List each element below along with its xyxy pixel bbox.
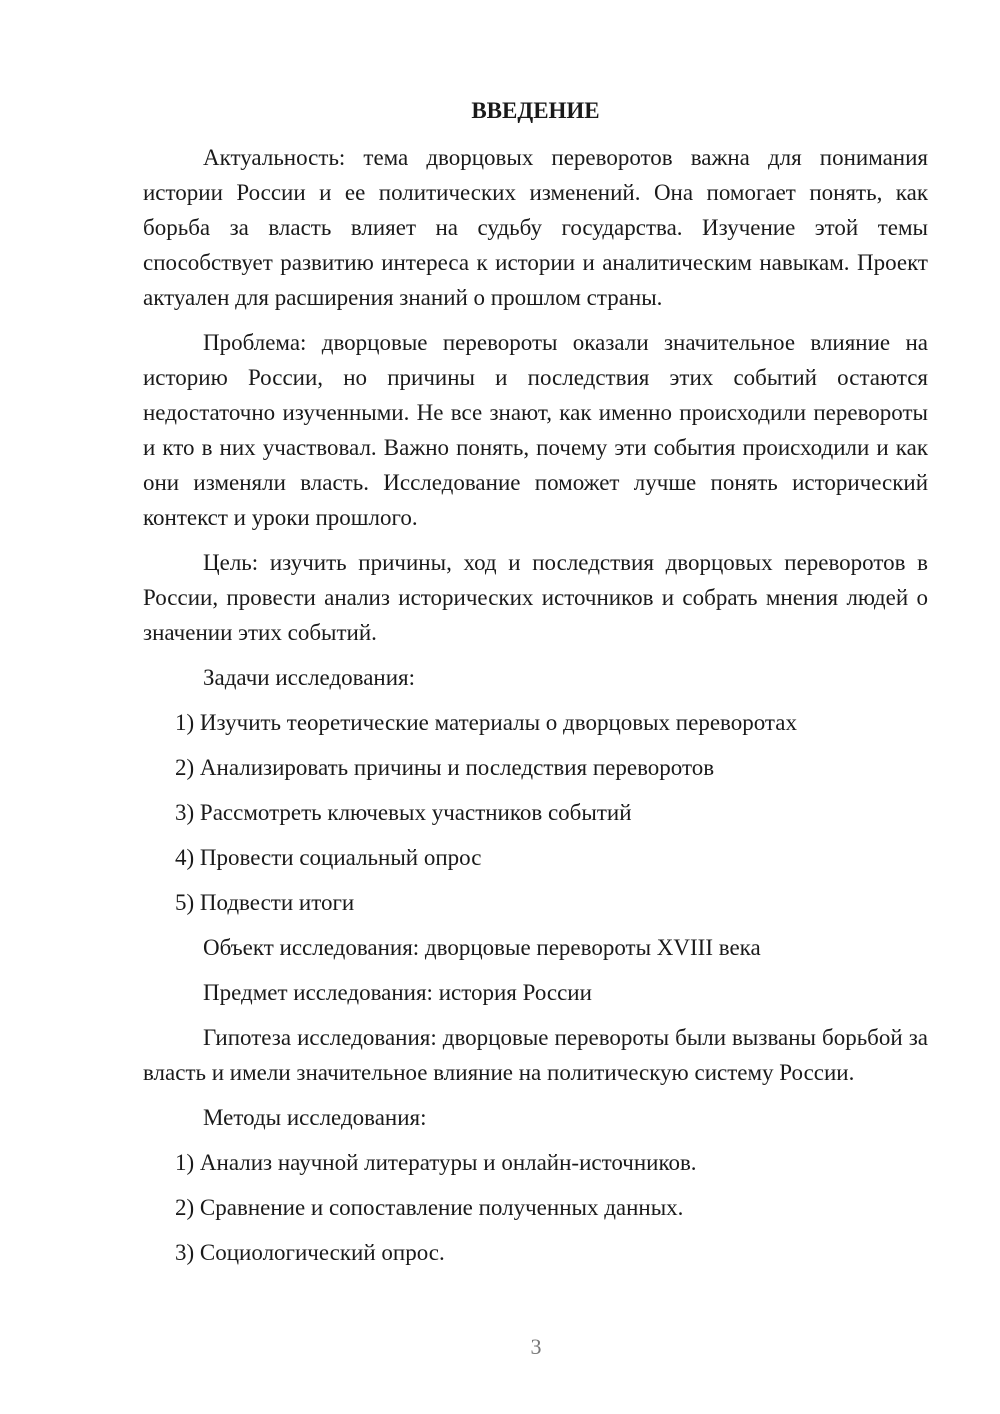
methods-heading: Методы исследования: [203,1105,427,1130]
hypothesis-paragraph: Гипотеза исследования: дворцовые перевороты были вызваны борьбой за власть и имели значительное влияние на политическую систему России. [143,1025,928,1085]
task-item: 4) Провести социальный опрос [175,845,482,870]
task-item: 1) Изучить теоретические материалы о дворцовых переворотах [175,710,797,735]
task-item: 2) Анализировать причины и последствия переворотов [175,755,715,780]
method-item: 1) Анализ научной литературы и онлайн-источников. [175,1150,697,1175]
subject-line: Предмет исследования: история России [203,980,592,1005]
task-item: 3) Рассмотреть ключевых участников событий [175,800,632,825]
goal-paragraph: Цель: изучить причины, ход и последствия дворцовых переворотов в России, провести анализ исторических источников и собрать мнения людей о значении этих событий. [143,550,928,645]
relevance-paragraph: Актуальность: тема дворцовых переворотов важна для понимания истории России и ее политических изменений. Она помогает понять, как борьба за власть влияет на судьбу государства. Изучение этой темы способствует развитию интереса к истории и аналитическим навыкам. Проект актуален для расширения знаний о прошлом страны. [143,145,928,310]
method-item: 2) Сравнение и сопоставление полученных данных. [175,1195,684,1220]
document-page [143,96,928,1280]
task-item: 5) Подвести итоги [175,890,355,915]
method-item: 3) Социологический опрос. [175,1240,445,1265]
page-number: 3 [530,1334,542,1359]
object-line: Объект исследования: дворцовые перевороты XVIII века [203,935,761,960]
section-title: ВВЕДЕНИЕ [471,98,600,123]
problem-paragraph: Проблема: дворцовые перевороты оказали значительное влияние на историю России, но причины и последствия этих событий остаются недостаточно изученными. Не все знают, как именно происходили перевороты и кто в них участвовал. Важно понять, почему эти события происходили и как они изменяли власть. Исследование поможет лучше понять исторический контекст и уроки прошлого. [143,330,928,530]
tasks-heading: Задачи исследования: [203,665,416,690]
